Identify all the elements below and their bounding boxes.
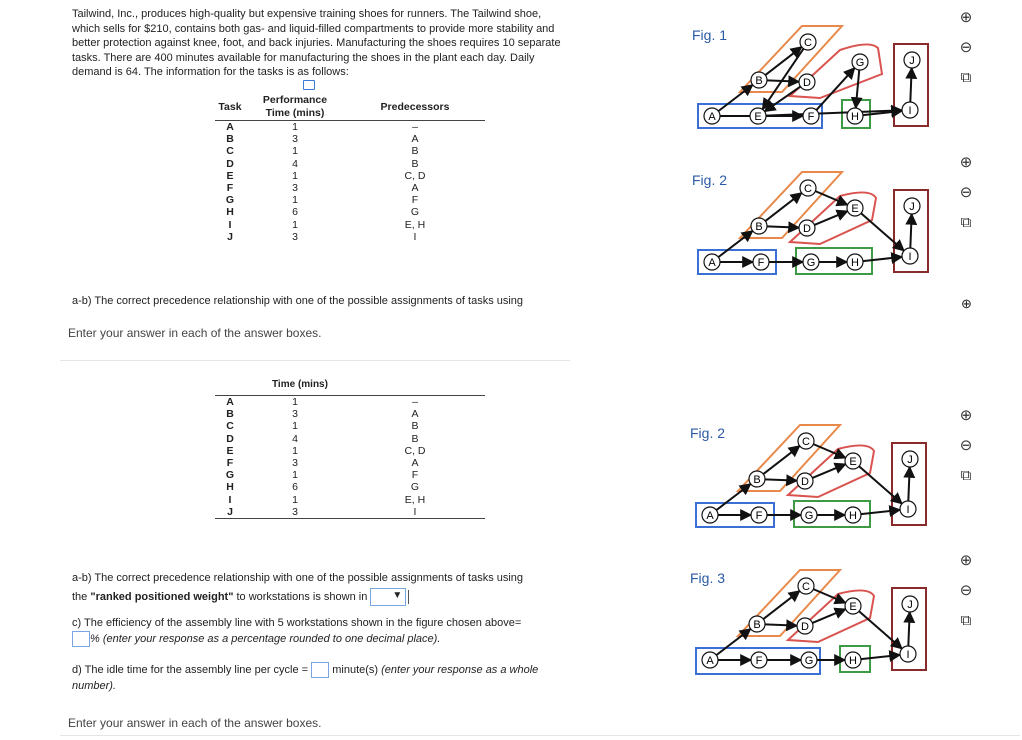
node-label: H [849, 655, 857, 667]
precedence-arrow [863, 257, 902, 261]
node-label: F [757, 257, 765, 269]
predecessor-cell: B [411, 157, 419, 170]
predecessor-cell: A [411, 408, 419, 421]
precedence-arrow [910, 68, 911, 102]
expand-icon[interactable]: ⧉ [960, 214, 972, 231]
table-row [215, 396, 485, 409]
zoom-in-icon[interactable]: ⊕ [961, 296, 972, 311]
time-cell: 3 [292, 505, 298, 518]
node-label: J [907, 599, 913, 611]
predecessor-cell: – [412, 396, 418, 408]
time-cell: 1 [292, 444, 298, 457]
task-cell: G [225, 469, 235, 482]
time-cell: 3 [292, 182, 298, 195]
enter-prompt-bottom: Enter your answer in each of the answer boxes. [68, 716, 322, 730]
time-cell: 1 [292, 194, 298, 207]
cut-header-fragment: Time (mins) [272, 379, 328, 390]
zoom-in-icon[interactable]: ⊕ [959, 407, 973, 424]
node-label: I [906, 649, 910, 661]
precedence-arrow [763, 446, 799, 474]
predecessor-cell: G [410, 206, 420, 219]
task-cell: H [226, 206, 234, 219]
expand-icon[interactable]: ⧉ [960, 69, 972, 86]
node-label: E [849, 456, 857, 468]
table-row [215, 206, 485, 218]
task-cell: F [226, 457, 234, 470]
zoom-in-icon[interactable]: ⊕ [959, 552, 973, 569]
table-row [215, 408, 485, 420]
time-cell: 1 [292, 145, 298, 158]
precedence-arrow [718, 231, 752, 257]
task-cell: A [226, 396, 234, 408]
time-cell: 4 [292, 157, 298, 170]
question-ab-truncated: a-b) The correct precedence relationship with one of the possible assignments of tasks using [72, 295, 524, 307]
time-cell: 3 [292, 457, 298, 470]
task-cell: E [226, 444, 234, 457]
node-label: J [909, 201, 915, 213]
task-table [215, 94, 485, 243]
node-label: D [803, 77, 811, 89]
node-label: J [907, 454, 913, 466]
node-label: E [849, 601, 857, 613]
precedence-arrow [765, 624, 797, 625]
time-cell: 6 [292, 206, 298, 219]
precedence-arrow [716, 629, 750, 655]
table-row [215, 494, 485, 506]
task-cell: I [228, 493, 232, 506]
figure-1-diagram [690, 12, 940, 137]
precedence-arrow [816, 68, 854, 110]
bottom-divider [60, 735, 1020, 736]
task-cell: F [226, 182, 234, 195]
node-label: H [851, 111, 859, 123]
node-label: B [755, 221, 763, 233]
precedence-arrow [814, 211, 847, 225]
table-row [215, 420, 485, 432]
zoom-out-icon[interactable]: ⊖ [959, 39, 973, 56]
node-label: G [806, 257, 816, 269]
task-cell: J [227, 505, 233, 518]
node-label: C [802, 581, 810, 593]
question-c: c) The efficiency of the assembly line with 5 workstations shown in the figure chosen above= % (enter your response as a percentage rounded to one decimal place). [72, 615, 572, 647]
predecessor-cell: E, H [404, 218, 426, 231]
node-label: I [908, 105, 912, 117]
time-cell: 1 [292, 493, 298, 506]
precedence-arrow [910, 214, 911, 248]
zoom-out-icon[interactable]: ⊖ [959, 582, 973, 599]
task-cell: J [227, 230, 233, 243]
predecessor-cell: F [411, 469, 419, 482]
figure-select-dropdown[interactable] [370, 588, 406, 606]
table-row [215, 121, 485, 134]
node-label: I [906, 504, 910, 516]
time-cell: 3 [292, 408, 298, 421]
precedence-arrow [763, 591, 799, 619]
table-row [215, 170, 485, 182]
table-row [215, 133, 485, 145]
node-label: B [755, 75, 763, 87]
fig-label-2: Fig. 2 [692, 172, 728, 188]
predecessor-cell: C, D [404, 444, 426, 457]
node-label: G [855, 57, 865, 69]
task-cell: C [226, 145, 234, 158]
precedence-arrow [861, 655, 900, 659]
time-cell: 3 [292, 133, 298, 146]
precedence-arrow [767, 226, 799, 227]
dropdown-arrow-icon: ▼ [392, 590, 403, 602]
precedence-arrow [861, 510, 900, 514]
predecessor-cell: A [411, 133, 419, 146]
problem-intro: Tailwind, Inc., produces high-quality but expensive training shoes for runners. The Tailwind shoe, which sells for $210, contains both gas- and liquid-filled compartments to provide more stability and better protection against knee, foot, and back injuries. Manufacturing the shoes requires 10 separate tasks. There are 400 minutes available for manufacturing the shoes in the plant each day. Daily demand is 64. The information for the tasks is as follows: [72, 8, 561, 79]
fig-label-1: Fig. 1 [692, 27, 728, 43]
predecessor-cell: I [413, 505, 417, 518]
time-cell: 1 [292, 396, 298, 408]
time-cell: 4 [292, 432, 298, 445]
node-label: G [804, 655, 814, 667]
node-label: F [755, 510, 763, 522]
table-row [215, 506, 485, 519]
node-label: A [706, 510, 714, 522]
copy-table-icon[interactable] [303, 80, 315, 90]
predecessor-cell: A [411, 182, 419, 195]
task-cell: A [226, 121, 234, 133]
precedence-arrow [908, 612, 909, 646]
header-predecessors: Predecessors [380, 100, 450, 113]
predecessor-cell: I [413, 230, 417, 243]
predecessor-cell: A [411, 457, 419, 470]
precedence-arrow [856, 70, 860, 108]
node-label: I [908, 251, 912, 263]
section-divider [60, 360, 570, 361]
time-cell: 1 [292, 169, 298, 182]
node-label: F [807, 111, 815, 123]
precedence-arrow [812, 464, 845, 478]
node-label: D [803, 223, 811, 235]
time-cell: 3 [292, 230, 298, 243]
predecessor-cell: F [411, 194, 419, 207]
precedence-arrow [859, 611, 902, 648]
precedence-arrow [908, 467, 909, 501]
table-row [215, 231, 485, 243]
zoom-out-icon[interactable]: ⊖ [959, 437, 973, 454]
node-label: J [909, 55, 915, 67]
time-cell: 1 [292, 469, 298, 482]
time-cell: 1 [292, 121, 298, 133]
predecessor-cell: B [411, 420, 419, 433]
table-row [215, 145, 485, 157]
node-label: D [801, 621, 809, 633]
fig-label-2b: Fig. 2 [690, 425, 726, 441]
node-label: A [708, 111, 716, 123]
predecessor-cell: – [412, 121, 418, 133]
time-cell: 1 [292, 420, 298, 433]
table-row [215, 481, 485, 493]
node-label: H [851, 257, 859, 269]
precedence-arrow [859, 466, 902, 503]
header-task: Task [218, 100, 242, 113]
predecessor-cell: G [410, 481, 420, 494]
figure-3-diagram [688, 556, 938, 681]
node-label: C [804, 183, 812, 195]
node-label: A [708, 257, 716, 269]
task-cell: G [225, 194, 235, 207]
precedence-arrow [718, 85, 752, 111]
task-cell: C [226, 420, 234, 433]
time-cell: 6 [292, 481, 298, 494]
node-label: B [753, 619, 761, 631]
node-label: E [754, 111, 762, 123]
table-row [215, 158, 485, 170]
table-row [215, 469, 485, 481]
table-row [215, 433, 485, 445]
figure-2-diagram [690, 158, 940, 283]
task-table-repeat [215, 395, 485, 519]
task-cell: D [226, 432, 234, 445]
expand-icon[interactable]: ⧉ [960, 467, 972, 484]
header-performance-time: Performance Time (mins) [262, 94, 328, 119]
predecessor-cell: E, H [404, 493, 426, 506]
node-label: A [706, 655, 714, 667]
zoom-out-icon[interactable]: ⊖ [959, 184, 973, 201]
node-label: D [801, 476, 809, 488]
precedence-arrow [716, 484, 750, 510]
node-label: G [804, 510, 814, 522]
time-cell: 1 [292, 218, 298, 231]
fig-label-3: Fig. 3 [690, 570, 726, 586]
node-label: F [755, 655, 763, 667]
table-row [215, 219, 485, 231]
node-label: C [804, 37, 812, 49]
task-cell: H [226, 481, 234, 494]
zoom-in-icon[interactable]: ⊕ [959, 9, 973, 26]
node-label: E [851, 203, 859, 215]
enter-prompt: Enter your answer in each of the answer boxes. [68, 326, 322, 340]
node-label: H [849, 510, 857, 522]
precedence-arrow [765, 193, 801, 221]
table-row [215, 182, 485, 194]
precedence-arrow [765, 479, 797, 480]
node-label: C [802, 436, 810, 448]
task-cell: D [226, 157, 234, 170]
efficiency-input[interactable] [72, 631, 90, 647]
question-d: d) The idle time for the assembly line per cycle = minute(s) (enter your response as a whole number). [72, 664, 539, 693]
predecessor-cell: B [411, 432, 419, 445]
task-cell: I [228, 218, 232, 231]
task-cell: E [226, 169, 234, 182]
precedence-arrow [861, 213, 904, 250]
idle-time-input[interactable] [311, 662, 329, 678]
predecessor-cell: C, D [404, 169, 426, 182]
expand-icon[interactable]: ⧉ [960, 612, 972, 629]
node-label: B [753, 474, 761, 486]
table-row [215, 194, 485, 206]
precedence-arrow [762, 49, 803, 110]
table-row [215, 457, 485, 469]
zoom-in-icon[interactable]: ⊕ [959, 154, 973, 171]
figure-2b-diagram [688, 411, 938, 536]
question-ab: a-b) The correct precedence relationship with one of the possible assignments of tasks using the "ranked positioned weight" to workstations is shown in ▼ [72, 569, 572, 607]
table-row [215, 445, 485, 457]
task-cell: B [226, 133, 234, 146]
precedence-arrow [812, 609, 845, 623]
task-cell: B [226, 408, 234, 421]
predecessor-cell: B [411, 145, 419, 158]
